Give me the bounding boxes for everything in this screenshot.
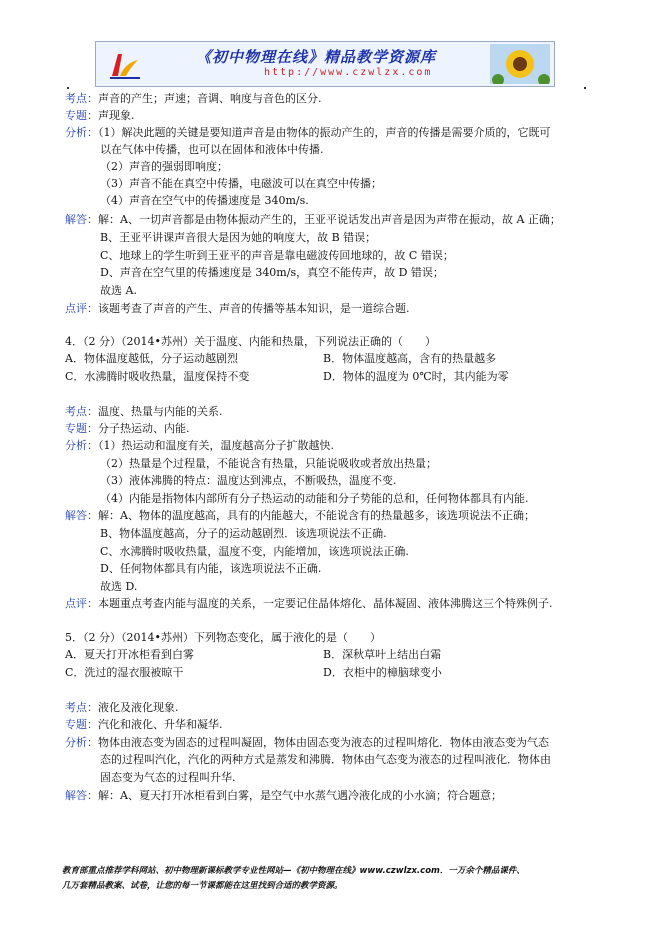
zhuanti-label: 专题： [65, 422, 98, 435]
q4-option-c: C．水沸腾时吸收热量，温度保持不变 [65, 370, 250, 383]
jieda-label: 解答： [65, 213, 98, 226]
q4-zhuanti-row [65, 421, 190, 436]
q4-option-d: D．物体的温度为 0℃时，其内能为零 [323, 370, 509, 383]
sunflower-icon [490, 44, 550, 84]
q4-dianping: 本题重点考查内能与温度的关系，一定要记住晶体熔化、晶体凝固、液体沸腾这三个特殊例子. [98, 597, 553, 610]
q3-zhuanti: 声现象. [98, 109, 135, 122]
q4-option-a: A．物体温度越低，分子运动越剧烈 [65, 352, 238, 365]
q3-kaodian: 声音的产生；声速；音调、响度与音色的区分. [98, 92, 322, 105]
q4-option-b: B．物体温度越高，含有的热量越多 [323, 352, 497, 365]
q4-kaodian: 温度、热量与内能的关系. [98, 405, 223, 418]
kaodian-label: 考点： [65, 405, 98, 418]
zhuanti-label: 专题： [65, 109, 98, 122]
q3-dianping: 该题考查了声音的产生、声音的传播等基本知识，是一道综合题. [98, 302, 410, 315]
jieda-label: 解答： [65, 789, 98, 802]
q5-option-a: A．夏天打开冰柜看到白雾 [65, 648, 194, 661]
corner-mark [584, 87, 586, 89]
q5-fenxi-line: 固态变为气态的过程叫升华. [100, 771, 236, 784]
q3-dianping-row [65, 301, 410, 316]
header-banner [95, 41, 555, 87]
q4-kaodian-row [65, 404, 223, 419]
footer-line: 几万套精品教案、试卷，让您的每一节课都能在这里找到合适的教学资源。 [62, 881, 343, 891]
footer-line: 教育部重点推荐学科网站、初中物理新课标教学专业性网站—《初中物理在线》www.czwlzx.com．一万余个精品课件、 [62, 866, 525, 876]
q4-fenxi-line: （2）热量是个过程量，不能说含有热量，只能说吸收或者放出热量； [100, 457, 437, 470]
dianping-label: 点评： [65, 302, 98, 315]
banner-url[interactable]: http://www.czwlzx.com [264, 67, 433, 78]
q5-kaodian: 液化及液化现象. [98, 701, 179, 714]
q3-kaodian-row [65, 91, 322, 106]
kaodian-label: 考点： [65, 701, 98, 714]
q4-jieda-line: 故选 D. [100, 580, 138, 593]
q5-zhuanti-row [65, 717, 223, 732]
q5-jieda-line: 解：A、夏天打开冰柜看到白雾，是空气中水蒸气遇冷液化成的小水滴；符合题意； [98, 789, 502, 802]
q5-stem: 5．（2 分）（2014•苏州）下列物态变化，属于液化的是（ ） [65, 631, 381, 644]
q4-jieda-line: C、水沸腾时吸收热量，温度不变，内能增加，该选项说法正确. [100, 545, 409, 558]
q4-jieda-row [65, 508, 535, 523]
q5-option-d: D．衣柜中的樟脑球变小 [323, 666, 442, 679]
zhuanti-label: 专题： [65, 718, 98, 731]
q3-jieda-line: B、王亚平讲课声音很大是因为她的响度大，故 B 错误； [100, 231, 377, 244]
q4-fenxi-row [65, 438, 334, 453]
q3-fenxi-line: （2）声音的强弱即响度； [100, 160, 228, 173]
q4-jieda-line: B、物体温度越高，分子的运动越剧烈．该选项说法不正确. [100, 527, 387, 540]
fenxi-label: 分析： [65, 126, 98, 139]
q4-fenxi-line: （3）液体沸腾的特点：温度达到沸点，不断吸热，温度不变. [100, 474, 397, 487]
q5-jieda-row [65, 788, 502, 803]
q3-jieda-line: D、声音在空气里的传播速度是 340m/s，真空不能传声，故 D 错误； [100, 266, 444, 279]
banner-title: 《初中物理在线》精品教学资源库 [196, 48, 437, 66]
q3-jieda-line: 故选 A. [100, 284, 137, 297]
q3-fenxi-line: （3）声音不能在真空中传播，电磁波可以在真空中传播； [100, 177, 382, 190]
q3-jieda-line: C、地球上的学生听到王亚平的声音是靠电磁波传回地球的，故 C 错误； [100, 249, 454, 262]
q5-option-c: C．洗过的湿衣服被晾干 [65, 666, 184, 679]
q5-kaodian-row [65, 700, 179, 715]
site-logo-icon [108, 48, 142, 80]
q4-jieda-line: D、任何物体都具有内能，该选项说法不正确. [100, 562, 322, 575]
fenxi-label: 分析： [65, 736, 98, 749]
q4-dianping-row [65, 596, 553, 611]
q3-fenxi-line: 以在气体中传播，也可以在固体和液体中传播. [100, 143, 324, 156]
dianping-label: 点评： [65, 597, 98, 610]
q3-zhuanti-row [65, 108, 135, 123]
q4-fenxi-line: （4）内能是指物体内部所有分子热运动的动能和分子势能的总和，任何物体都具有内能. [100, 492, 529, 505]
q4-fenxi-line: （1）热运动和温度有关，温度越高分子扩散越快. [98, 439, 334, 452]
q5-zhuanti: 汽化和液化、升华和凝华. [98, 718, 223, 731]
q3-jieda-line: 解：A、一切声音都是由物体振动产生的，王亚平说话发出声音是因为声带在振动，故 A 正确； [98, 213, 561, 226]
q3-fenxi-line: （4）声音在空气中的传播速度是 340m/s. [100, 194, 309, 207]
q4-zhuanti: 分子热运动、内能. [98, 422, 190, 435]
jieda-label: 解答： [65, 509, 98, 522]
q5-option-b: B．深秋草叶上结出白霜 [323, 648, 442, 661]
q3-fenxi-line: （1）解决此题的关键是要知道声音是由物体的振动产生的，声音的传播是需要介质的，它既可 [98, 126, 551, 139]
fenxi-label: 分析： [65, 439, 98, 452]
q3-fenxi-row [65, 125, 551, 140]
corner-mark [67, 87, 69, 89]
kaodian-label: 考点： [65, 92, 98, 105]
q4-stem: 4．（2 分）（2014•苏州）关于温度、内能和热量，下列说法正确的（ ） [65, 335, 436, 348]
q5-fenxi-line: 态的过程叫汽化，汽化的两种方式是蒸发和沸腾．物体由气态变为液态的过程叫液化．物体由 [100, 753, 551, 766]
q4-jieda-line: 解：A、物体的温度越高，具有的内能越大，不能说含有的热量越多，该选项说法不正确； [98, 509, 535, 522]
q5-fenxi-line: 物体由液态变为固态的过程叫凝固，物体由固态变为液态的过程叫熔化．物体由液态变为气态 [98, 736, 549, 749]
q5-fenxi-row [65, 735, 549, 750]
q3-jieda-row [65, 212, 561, 227]
